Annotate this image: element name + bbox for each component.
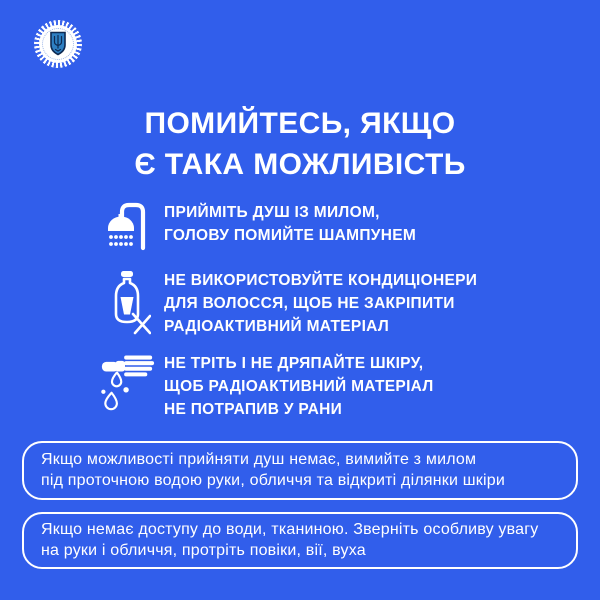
- ukraine-trident-shield-icon: [49, 31, 67, 57]
- hair-conditioner-crossed-icon: [100, 269, 156, 338]
- item-text-line: НЕ ПОТРАПИВ У РАНИ: [164, 401, 343, 418]
- hygiene-item-shower: [100, 201, 560, 253]
- note-box-no-shower: [22, 441, 578, 500]
- item-text-line: РАДІОАКТИВНИЙ МАТЕРІАЛ: [164, 318, 390, 335]
- shower-icon: [100, 201, 156, 253]
- note-text-line: під проточною водою руки, обличчя та відкриті ділянки шкіри: [41, 471, 505, 489]
- item-text-line: НЕ ВИКОРИСТОВУЙТЕ КОНДИЦІОНЕРИ: [164, 272, 478, 289]
- page-title: [0, 103, 600, 185]
- hygiene-item-text: [156, 269, 477, 338]
- note-text-line: на руки і обличчя, протріть повіки, вії, вуха: [41, 541, 366, 559]
- page-title-line-2: Є ТАКА МОЖЛИВІСТЬ: [134, 148, 466, 181]
- item-text-line: ЩОБ РАДІОАКТИВНИЙ МАТЕРІАЛ: [164, 378, 434, 395]
- item-text-line: ПРИЙМІТЬ ДУШ ІЗ МИЛОМ,: [164, 204, 380, 221]
- hands-with-drops-icon: [100, 352, 156, 421]
- note-text-line: Якщо можливості прийняти душ немає, вимийте з милом: [41, 451, 477, 468]
- item-text-line: ДЛЯ ВОЛОССЯ, ЩОБ НЕ ЗАКРІПИТИ: [164, 295, 455, 312]
- hygiene-item-text: [156, 352, 434, 421]
- hygiene-item-no-conditioner: [100, 269, 560, 338]
- page-title-line-1: ПОМИЙТЕСЬ, ЯКЩО: [144, 107, 456, 140]
- item-text-line: НЕ ТРІТЬ І НЕ ДРЯПАЙТЕ ШКІРУ,: [164, 355, 424, 372]
- note-box-no-water: [22, 512, 578, 569]
- item-text-line: ГОЛОВУ ПОМИЙТЕ ШАМПУНЕМ: [164, 227, 417, 244]
- note-text-line: Якщо немає доступу до води, тканиною. Зверніть особливу увагу: [41, 521, 539, 538]
- hygiene-item-no-scratching: [100, 352, 560, 421]
- hygiene-item-text: [156, 201, 416, 253]
- mvs-ukraine-badge: [34, 20, 82, 68]
